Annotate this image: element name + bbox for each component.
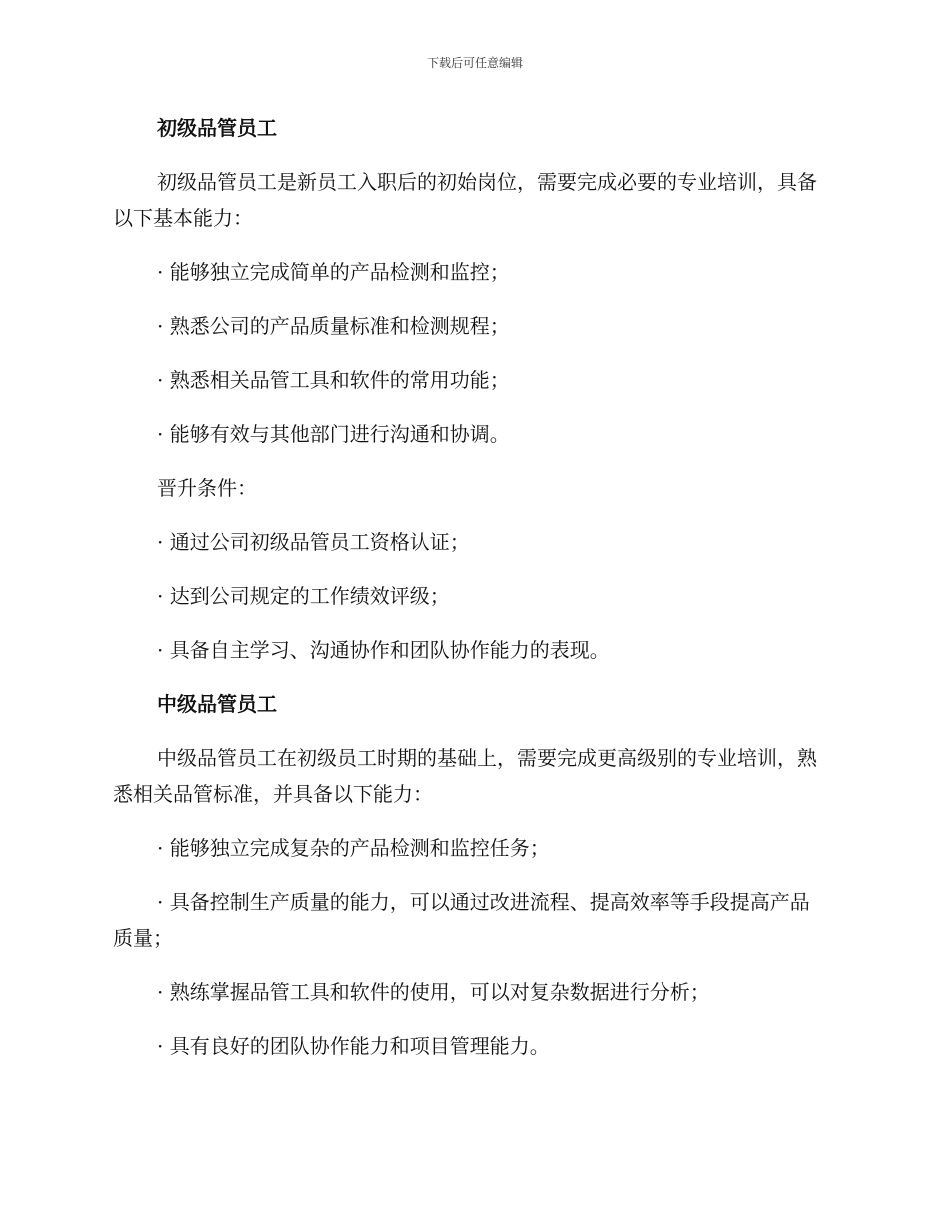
list-item: · 达到公司规定的工作绩效评级；: [157, 584, 450, 608]
document-body: [113, 110, 827, 1082]
list-item: · 熟悉公司的产品质量标准和检测规程；: [157, 314, 510, 338]
page-header: 下载后可任意编辑: [426, 56, 523, 70]
list-item: · 具备控制生产质量的能力，可以通过改进流程、提高效率等手段提高产品质量；: [113, 890, 810, 950]
list-item: · 熟悉相关品管工具和软件的常用功能；: [157, 368, 510, 392]
list-item: · 通过公司初级品管员工资格认证；: [157, 530, 470, 554]
list-item: · 具备自主学习、沟通协作和团队协作能力的表现。: [157, 638, 610, 662]
list-item: · 熟练掌握品管工具和软件的使用，可以对复杂数据进行分析；: [157, 980, 710, 1004]
list-item: · 能够独立完成简单的产品检测和监控；: [157, 260, 510, 284]
promotion-label: 晋升条件：: [157, 476, 257, 500]
list-item: · 能够独立完成复杂的产品检测和监控任务；: [157, 836, 550, 860]
section-intro-intermediate: 中级品管员工在初级员工时期的基础上，需要完成更高级别的专业培训，熟悉相关品管标准，并具备以下能力：: [113, 746, 817, 806]
list-item: · 具有良好的团队协作能力和项目管理能力。: [157, 1034, 550, 1058]
section-heading-intermediate: 中级品管员工: [157, 692, 277, 716]
section-heading-junior: 初级品管员工: [157, 116, 277, 140]
list-item: · 能够有效与其他部门进行沟通和协调。: [157, 422, 510, 446]
section-intro-junior: 初级品管员工是新员工入职后的初始岗位，需要完成必要的专业培训，具备以下基本能力：: [113, 170, 817, 230]
